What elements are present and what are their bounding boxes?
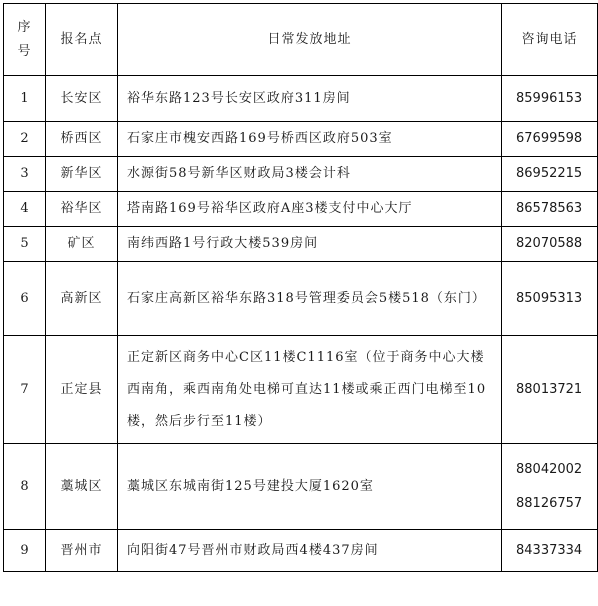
cell-phone [502, 157, 598, 192]
phone-number: 88042002 [516, 461, 583, 477]
table-header-row [4, 4, 598, 76]
header-phone: 咨询电话 [502, 4, 598, 76]
cell-serial-number: 2 [4, 122, 46, 157]
phone-number: 88126757 [516, 495, 583, 511]
cell-phone [502, 227, 598, 262]
table-row [4, 192, 598, 227]
cell-registration-site: 晋州市 [46, 530, 118, 572]
phone-number: 85095313 [516, 290, 583, 306]
cell-serial-number: 9 [4, 530, 46, 572]
cell-serial-number: 4 [4, 192, 46, 227]
cell-phone [502, 262, 598, 336]
table-body [4, 76, 598, 572]
cell-registration-site: 矿区 [46, 227, 118, 262]
cell-serial-number: 8 [4, 444, 46, 530]
cell-address: 水源街58号新华区财政局3楼会计科 [118, 157, 502, 192]
table-row [4, 444, 598, 530]
table-row [4, 530, 598, 572]
cell-phone [502, 444, 598, 530]
cell-registration-site: 正定县 [46, 336, 118, 444]
cell-phone [502, 336, 598, 444]
phone-number: 86578563 [516, 201, 583, 216]
cell-serial-number: 3 [4, 157, 46, 192]
cell-address: 向阳街47号晋州市财政局西4楼437房间 [118, 530, 502, 572]
phone-number: 84337334 [516, 542, 583, 558]
header-serial-number [4, 4, 46, 76]
phone-number: 88013721 [516, 381, 583, 397]
cell-address: 石家庄市槐安西路169号桥西区政府503室 [118, 122, 502, 157]
cell-address: 塔南路169号裕华区政府A座3楼支付中心大厅 [118, 192, 502, 227]
cell-serial-number: 1 [4, 76, 46, 122]
cell-registration-site: 高新区 [46, 262, 118, 336]
cell-address: 石家庄高新区裕华东路318号管理委员会5楼518（东门） [118, 262, 502, 336]
table-row [4, 157, 598, 192]
table-row [4, 76, 598, 122]
table-row [4, 262, 598, 336]
table-row [4, 227, 598, 262]
cell-registration-site: 新华区 [46, 157, 118, 192]
cell-phone [502, 76, 598, 122]
cell-registration-site: 桥西区 [46, 122, 118, 157]
cell-serial-number: 7 [4, 336, 46, 444]
phone-number: 86952215 [516, 166, 583, 181]
cell-address: 藁城区东城南街125号建投大厦1620室 [118, 444, 502, 530]
phone-number: 67699598 [516, 131, 583, 146]
phone-number: 85996153 [516, 90, 583, 106]
header-address: 日常发放地址 [118, 4, 502, 76]
registration-sites-table [3, 3, 598, 572]
cell-registration-site: 裕华区 [46, 192, 118, 227]
header-registration-site: 报名点 [46, 4, 118, 76]
cell-registration-site: 藁城区 [46, 444, 118, 530]
cell-address: 裕华东路123号长安区政府311房间 [118, 76, 502, 122]
cell-address: 南纬西路1号行政大楼539房间 [118, 227, 502, 262]
cell-phone [502, 192, 598, 227]
cell-serial-number: 6 [4, 262, 46, 336]
phone-number: 82070588 [516, 236, 583, 251]
cell-registration-site: 长安区 [46, 76, 118, 122]
header-serial-number-line1: 序 [17, 19, 32, 35]
table-row [4, 336, 598, 444]
cell-serial-number: 5 [4, 227, 46, 262]
header-serial-number-line2: 号 [17, 43, 32, 59]
cell-phone [502, 122, 598, 157]
table-row [4, 122, 598, 157]
cell-phone [502, 530, 598, 572]
cell-address: 正定新区商务中心C区11楼C1116室（位于商务中心大楼西南角，乘西南角处电梯可直达11楼或乘正西门电梯至10楼，然后步行至11楼） [118, 336, 502, 444]
